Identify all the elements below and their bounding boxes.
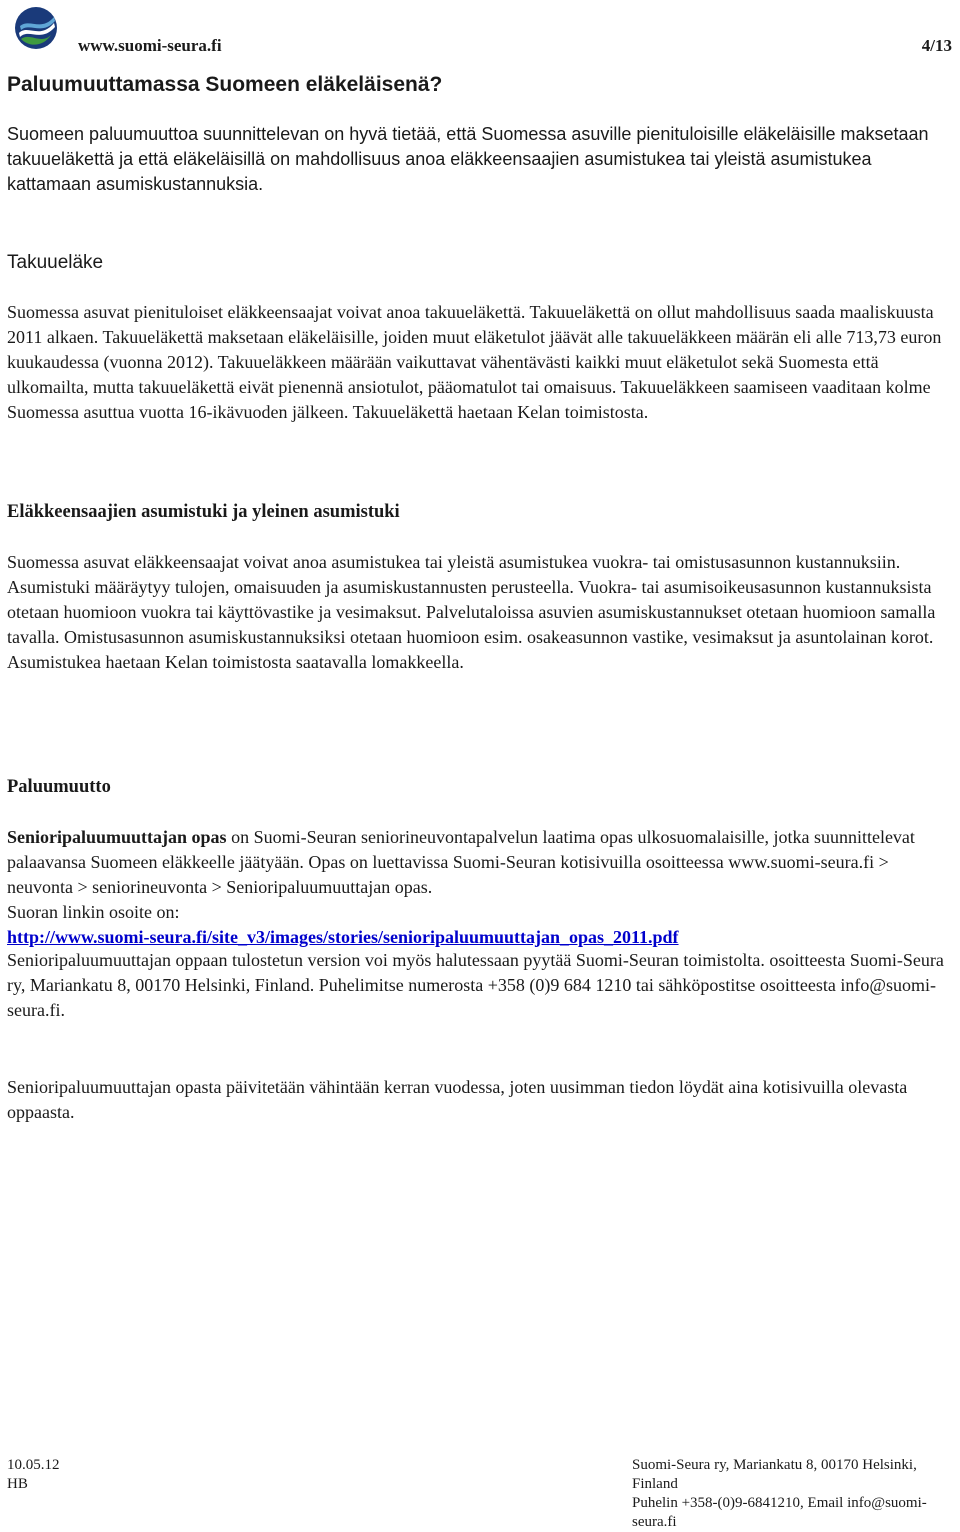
- header-url: www.suomi-seura.fi: [78, 36, 222, 55]
- footer-address: Suomi-Seura ry, Mariankatu 8, 00170 Helsinki, Finland: [632, 1457, 917, 1492]
- takuuelake-paragraph: Suomessa asuvat pienituloiset eläkkeensaajat voivat anoa takuueläkettä. Takuueläkettä on ollut mahdollisuus saada maaliskuusta 2011 alkaen. Takuueläkettä maksetaan eläkeläisille, joiden muut eläketulot jäävät alle takuueläkkeen määrän eli alle 713,73 euron kuukaudessa (vuonna 2012). Takuueläkkeen määrään vaikuttavat vähentävästi kaikki muut eläketulot sekä Suomesta että ulkomailta, mutta takuueläkettä eivät pienennä ansiotulot, pääomatulot tai omaisuus. Takuueläkkeen saamiseen vaaditaan kolme Suomessa asuttua vuotta 16-ikävuoden jälkeen. Takuueläkettä haetaan Kelan toimistosta.: [7, 302, 942, 422]
- footer-initials: HB: [7, 1476, 28, 1492]
- footer-contact: Puhelin +358-(0)9-6841210, Email info@suomi-seura.fi: [632, 1495, 927, 1530]
- footer-right: [632, 1456, 960, 1532]
- suomi-seura-logo: [14, 6, 58, 50]
- footer-left: [7, 1456, 60, 1494]
- update-info-paragraph: Senioripaluumuuttajan opasta päivitetään vähintään kerran vuodessa, joten uusimman tiedon löydät aina kotisivuilla olevasta oppaasta.: [7, 1077, 908, 1122]
- takuuelake-heading: Takuueläke: [7, 252, 104, 273]
- footer-date: 10.05.12: [7, 1457, 60, 1473]
- guide-name: Senioripaluumuuttajan opas: [7, 827, 227, 847]
- paluumuutto-heading: Paluumuutto: [7, 777, 111, 797]
- print-info-paragraph: Senioripaluumuuttajan oppaan tulostetun version voi myös halutessaan pyytää Suomi-Seuran toimistolta. osoitteesta Suomi-Seura ry, Mariankatu 8, 00170 Helsinki, Finland. Puhelimitse numerosta +358 (0)9 684 1210 tai sähköpostitse osoitteesta info@suomi-seura.fi.: [7, 950, 944, 1020]
- link-label: Suoran linkin osoite on:: [7, 902, 180, 922]
- asumistuki-heading: Eläkkeensaajien asumistuki ja yleinen asumistuki: [7, 502, 400, 522]
- page-number: 4/13: [921, 36, 952, 55]
- asumistuki-paragraph: Suomessa asuvat eläkkeensaajat voivat anoa asumistukea tai yleistä asumistukea vuokra- tai omistusasunnon kustannuksiin. Asumistuki määräytyy tulojen, omaisuuden ja asumiskustannusten perusteella. Vuokra- tai asumisoikeusasunnon kustannuksista otetaan huomioon vuokra tai käyttövastike ja vesimaksut. Palvelutaloissa asuvien asumiskustannukset otetaan huomioon samalla tavalla. Omistusasunnon asumiskustannuksiksi otetaan huomioon esim. osakeasunnon vastike, vesimaksut ja asuntolainan korot. Asumistukea haetaan Kelan toimistosta saatavalla lomakkeella.: [7, 552, 936, 672]
- guide-text: on Suomi-Seuran seniorineuvontapalvelun laatima opas ulkosuomalaisille, jotka suunnittelevat palaavansa Suomeen eläkkeelle jäätyään. Opas on luettavissa Suomi-Seuran kotisivuilla osoitteessa www.suomi-seura.fi > neuvonta > seniorineuvonta > Senioripaluumuuttajan opas.: [7, 827, 915, 897]
- page-title: Paluumuuttamassa Suomeen eläkeläisenä?: [7, 73, 443, 96]
- intro-paragraph: Suomeen paluumuuttoa suunnittelevan on hyvä tietää, että Suomessa asuville pienituloisille eläkeläisille maksetaan takuueläkettä ja että eläkeläisillä on mahdollisuus anoa eläkkeensaajien asumistukea tai yleistä asumistukea kattamaan asumiskustannuksia.: [7, 124, 929, 194]
- guide-paragraph: [7, 825, 955, 950]
- guide-pdf-link[interactable]: http://www.suomi-seura.fi/site_v3/images/stories/senioripaluumuuttajan_opas_2011.pdf: [7, 927, 679, 947]
